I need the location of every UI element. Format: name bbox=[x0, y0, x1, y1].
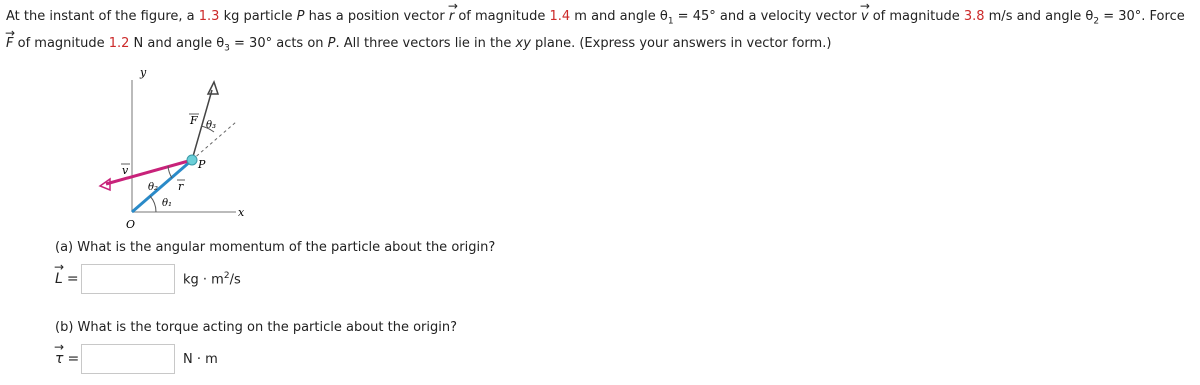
angular-momentum-symbol bbox=[55, 271, 81, 287]
theta2-subscript: 2 bbox=[1093, 16, 1100, 27]
torque-input[interactable] bbox=[81, 344, 175, 374]
equals-sign: = bbox=[67, 351, 80, 367]
problem-text: = 30°. Force bbox=[1099, 9, 1185, 24]
unit-exponent: 2 bbox=[223, 270, 230, 281]
vector-diagram bbox=[96, 64, 276, 232]
question-b: (b) What is the torque acting on the particle about the origin? bbox=[55, 320, 458, 335]
problem-text: kg particle bbox=[219, 9, 297, 24]
problem-text: At the instant of the figure, a bbox=[6, 9, 199, 24]
problem-text: = 45° and a velocity vector bbox=[673, 9, 861, 24]
r-magnitude: 1.4 bbox=[549, 9, 571, 24]
problem-text: = 30° acts on bbox=[229, 35, 328, 51]
theta3-label: θ₃ bbox=[206, 120, 217, 131]
angular-momentum-unit bbox=[183, 271, 241, 287]
v-vector-symbol: → v bbox=[861, 6, 869, 28]
v-magnitude: 3.8 bbox=[963, 9, 985, 24]
force-label: F bbox=[190, 114, 198, 127]
problem-text: has a position vector bbox=[304, 9, 449, 24]
y-axis-label: y bbox=[140, 66, 147, 79]
problem-text: plane. (Express your answers in vector form.) bbox=[530, 35, 832, 51]
problem-text: m and angle θ bbox=[570, 9, 668, 24]
problem-text: N and angle θ bbox=[129, 35, 225, 51]
question-a: (a) What is the angular momentum of the particle about the origin? bbox=[55, 240, 496, 255]
answer-row-b bbox=[55, 344, 218, 374]
theta3-subscript: 3 bbox=[224, 43, 230, 54]
vector-diagram-svg bbox=[96, 64, 276, 232]
particle-label: P bbox=[327, 35, 336, 51]
problem-text: of magnitude bbox=[868, 9, 964, 24]
origin-label: O bbox=[126, 218, 136, 231]
theta1-subscript: 1 bbox=[667, 16, 674, 27]
x-axis-label: x bbox=[238, 206, 245, 219]
torque-symbol bbox=[55, 351, 81, 367]
F-vector-symbol: → F bbox=[6, 33, 13, 55]
F-magnitude: 1.2 bbox=[108, 35, 130, 51]
L-vector-symbol: → L bbox=[55, 271, 63, 287]
unit-main: kg · m bbox=[183, 272, 224, 288]
tau-vector-symbol: → τ bbox=[55, 351, 63, 367]
problem-text: m/s and angle θ bbox=[984, 9, 1094, 24]
r-vector-symbol: → r bbox=[449, 6, 454, 28]
particle-P bbox=[187, 155, 197, 165]
position-label: r bbox=[178, 180, 184, 193]
answer-row-a bbox=[55, 264, 241, 294]
problem-statement bbox=[6, 6, 1194, 59]
plane-label: xy bbox=[515, 35, 531, 51]
equals-sign: = bbox=[66, 271, 79, 287]
theta1-arc bbox=[150, 196, 156, 212]
theta2-label: θ₂ bbox=[148, 182, 159, 193]
torque-unit: N · m bbox=[183, 351, 218, 367]
particle-label: P bbox=[296, 9, 305, 24]
force-arrowhead bbox=[208, 82, 218, 94]
mass-value: 1.3 bbox=[198, 9, 220, 24]
theta1-label: θ₁ bbox=[162, 198, 173, 209]
particle-label: P bbox=[198, 158, 206, 171]
angular-momentum-input[interactable] bbox=[81, 264, 175, 294]
theta2-arc bbox=[168, 166, 172, 178]
velocity-label: v bbox=[122, 164, 129, 177]
problem-text: of magnitude bbox=[454, 9, 550, 24]
problem-text: . All three vectors lie in the bbox=[335, 35, 516, 51]
unit-tail: /s bbox=[229, 272, 241, 288]
problem-text: of magnitude bbox=[13, 35, 109, 51]
